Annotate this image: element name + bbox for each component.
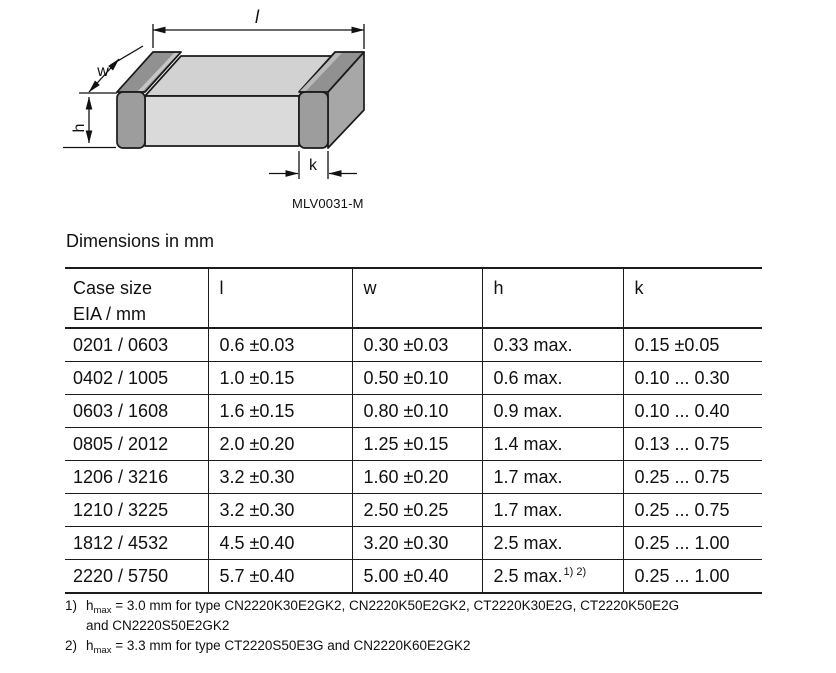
table-row — [65, 527, 762, 560]
cell-l: 5.7 ±0.40 — [208, 560, 352, 594]
col-header-w: w — [352, 268, 482, 328]
cell-w: 0.80 ±0.10 — [352, 395, 482, 428]
cell-w: 0.50 ±0.10 — [352, 362, 482, 395]
col-header-case-size-line2: EIA / mm — [73, 304, 147, 324]
table-row — [65, 428, 762, 461]
col-header-l: l — [208, 268, 352, 328]
cell-h: 1.7 max. — [482, 461, 623, 494]
cell-h: 2.5 max.$^{1) 2)}$ — [482, 560, 623, 594]
cell-l: 3.2 ±0.30 — [208, 461, 352, 494]
diagram-caption: MLV0031-M — [292, 196, 364, 211]
right-termination-front-face — [299, 92, 328, 148]
section-heading: Dimensions in mm — [66, 231, 215, 251]
component-dimension-diagram — [0, 0, 450, 225]
footnote-number: 1) — [65, 598, 78, 613]
cell-h: 0.33 max. — [482, 328, 623, 362]
cell-w: 0.30 ±0.03 — [352, 328, 482, 362]
cell-case_size: 0805 / 2012 — [65, 428, 208, 461]
cell-case_size: 0603 / 1608 — [65, 395, 208, 428]
cell-l: 3.2 ±0.30 — [208, 494, 352, 527]
cell-w: 1.60 ±0.20 — [352, 461, 482, 494]
chip-body-front-face — [145, 96, 299, 146]
cell-h: 0.6 max. — [482, 362, 623, 395]
footnote-text: $h_{max} = 3.3$ mm for type CT2220S50E3G and CN2220K60E2GK2 — [86, 638, 471, 656]
dimension-label-l: l — [255, 7, 259, 27]
col-header-h: h — [482, 268, 623, 328]
table-row — [65, 494, 762, 527]
cell-l: 4.5 ±0.40 — [208, 527, 352, 560]
footnote-text-continued: and CN2220S50E2GK2 — [86, 618, 230, 633]
cell-k: 0.15 ±0.05 — [623, 328, 762, 362]
cell-w: 2.50 ±0.25 — [352, 494, 482, 527]
cell-k: 0.25 ... 0.75 — [623, 461, 762, 494]
col-header-k: k — [623, 268, 762, 328]
cell-case_size: 1206 / 3216 — [65, 461, 208, 494]
footnote-number: 2) — [65, 638, 78, 653]
table-row — [65, 560, 762, 594]
dimension-label-k: k — [309, 157, 317, 174]
cell-w: 3.20 ±0.30 — [352, 527, 482, 560]
cell-k: 0.25 ... 1.00 — [623, 560, 762, 594]
cell-k: 0.25 ... 0.75 — [623, 494, 762, 527]
cell-w: 5.00 ±0.40 — [352, 560, 482, 594]
cell-k: 0.10 ... 0.40 — [623, 395, 762, 428]
col-header-case-size-line1: Case size — [73, 278, 153, 298]
left-termination-front-face — [117, 92, 145, 148]
cell-l: 2.0 ±0.20 — [208, 428, 352, 461]
dimensions-table — [65, 267, 762, 594]
cell-h: 1.4 max. — [482, 428, 623, 461]
cell-case_size: 2220 / 5750 — [73, 565, 169, 586]
cell-k: 0.10 ... 0.30 — [623, 362, 762, 395]
cell-h: 0.9 max. — [482, 395, 623, 428]
cell-l: 1.0 ±0.15 — [208, 362, 352, 395]
cell-l: 1.6 ±0.15 — [208, 395, 352, 428]
cell-h: 1.7 max. — [482, 494, 623, 527]
cell-l: 0.6 ±0.03 — [208, 328, 352, 362]
table-row — [65, 395, 762, 428]
cell-w: 1.25 ±0.15 — [352, 428, 482, 461]
footnote — [65, 596, 785, 636]
dimension-label-w: w — [97, 63, 109, 80]
footnote — [65, 636, 785, 656]
table-header-row — [65, 268, 762, 328]
footnote-marker-superscript: 1) 2) — [563, 565, 587, 578]
cell-case_size: 0201 / 0603 — [65, 328, 208, 362]
table-row — [65, 461, 762, 494]
cell-k: 0.13 ... 0.75 — [623, 428, 762, 461]
cell-case_size: 0402 / 1005 — [65, 362, 208, 395]
table-row — [65, 328, 762, 362]
dimension-label-h: h — [71, 123, 88, 133]
cell-h: 2.5 max. — [482, 527, 623, 560]
table-row — [65, 362, 762, 395]
col-header-case-size — [65, 268, 208, 328]
cell-case_size: 1812 / 4532 — [65, 527, 208, 560]
footnote-text: $h_{max} = 3.0$ mm for type CN2220K30E2GK2, CN2220K50E2GK2, CT2220K30E2G, CT2220K50E2G and CN2220S50E2GK2 — [86, 596, 785, 636]
cell-case_size: 1210 / 3225 — [65, 494, 208, 527]
cell-k: 0.25 ... 1.00 — [623, 527, 762, 560]
footnotes — [65, 596, 785, 656]
